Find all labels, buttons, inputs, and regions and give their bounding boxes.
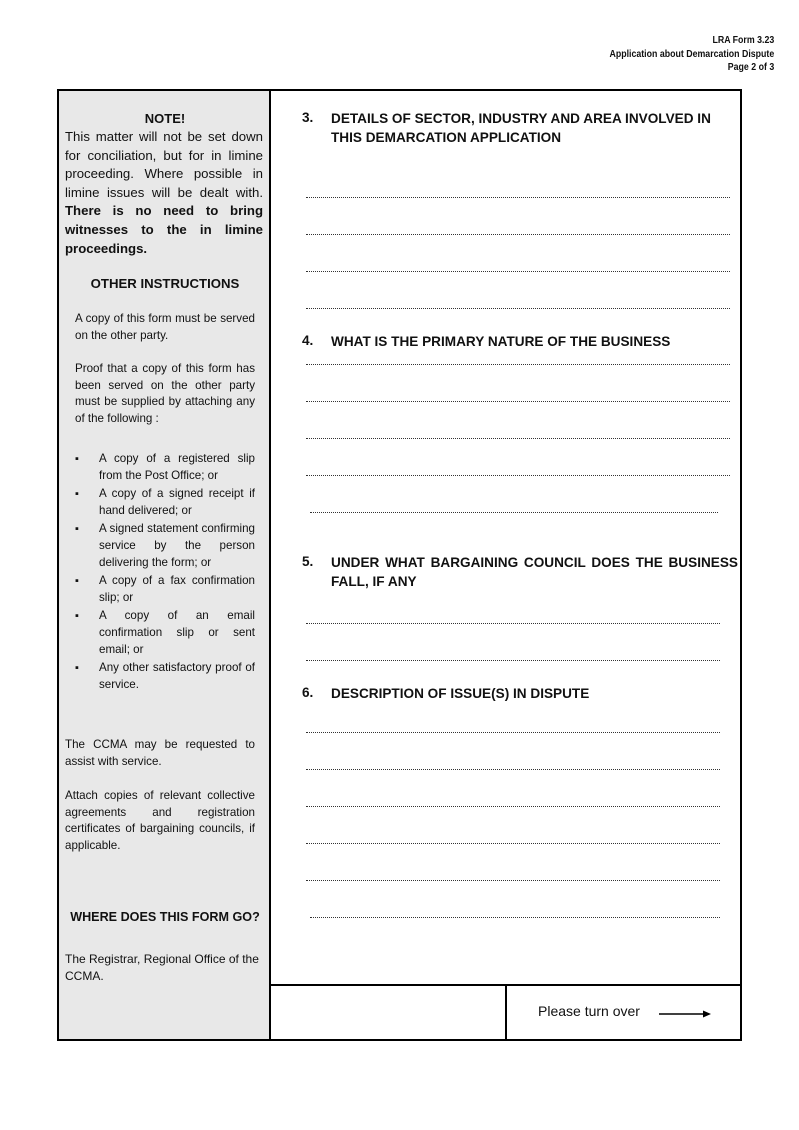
answer-line[interactable]: [306, 731, 720, 733]
instruction-paragraph: A copy of this form must be served on the other party.: [75, 312, 255, 342]
question-text: WHAT IS THE PRIMARY NATURE OF THE BUSINESS: [331, 334, 671, 349]
instruction-paragraph: The CCMA may be requested to assist with service.: [65, 738, 255, 768]
arrow-right-icon: [659, 1008, 711, 1020]
proof-of-service-list: [75, 451, 255, 695]
list-item: ▪ A copy of a signed receipt if hand delivered; or: [75, 486, 255, 519]
list-item: ▪ A copy of a fax confirmation slip; or: [75, 573, 255, 606]
form-number: LRA Form 3.23: [712, 35, 774, 46]
list-item: ▪ A signed statement confirming service by the person delivering the form; or: [75, 521, 255, 571]
list-item: ▪ A copy of an email confirmation slip or sent email; or: [75, 608, 255, 658]
instruction-paragraph: Attach copies of relevant collective agreements and registration certificates of bargaining councils, if applicable.: [65, 789, 255, 852]
instruction-paragraph: Proof that a copy of this form has been served on the other party must be supplied by attaching any of the following :: [75, 362, 255, 425]
note-title: NOTE!: [144, 111, 186, 126]
footer-divider: [505, 986, 507, 1041]
answer-line[interactable]: [306, 196, 730, 198]
instructions-sidebar: [59, 91, 271, 1039]
question-number: 4.: [302, 333, 314, 348]
answer-line[interactable]: [306, 805, 720, 807]
question-text: DESCRIPTION OF ISSUE(S) IN DISPUTE: [331, 686, 590, 701]
form-title: Application about Demarcation Dispute: [609, 48, 774, 60]
answer-line[interactable]: [306, 270, 730, 272]
question-text: DETAILS OF SECTOR, INDUSTRY AND AREA INVOLVED IN THIS DEMARCATION APPLICATION: [331, 111, 711, 145]
answer-line[interactable]: [310, 916, 720, 918]
answer-line[interactable]: [306, 307, 730, 309]
answer-line[interactable]: [306, 842, 720, 844]
question-number: 3.: [302, 110, 314, 125]
form-header: [609, 34, 774, 75]
answer-line[interactable]: [306, 400, 730, 402]
list-item: ▪ A copy of a registered slip from the Post Office; or: [75, 451, 255, 484]
footer-bar: [271, 984, 740, 1039]
answer-line[interactable]: [306, 622, 720, 624]
answer-line[interactable]: [310, 511, 718, 513]
form-frame: [57, 89, 742, 1041]
list-item: ▪ Any other satisfactory proof of service.: [75, 660, 255, 693]
note-body: [65, 128, 263, 258]
answer-line[interactable]: [306, 768, 720, 770]
page-number: Page 2 of 3: [727, 62, 774, 73]
question-number: 5.: [302, 554, 314, 569]
note-text: This matter will not be set down for conciliation, but for in limine proceeding. Where possible in limine issues will be dealt with.: [65, 129, 263, 200]
question-number: 6.: [302, 685, 314, 700]
answer-line[interactable]: [306, 659, 720, 661]
where-does-form-go-title: WHERE DOES THIS FORM GO?: [70, 910, 260, 924]
other-instructions-title: OTHER INSTRUCTIONS: [90, 276, 240, 291]
answer-line[interactable]: [306, 879, 720, 881]
note-bold-text: There is no need to bring witnesses to the in limine proceedings.: [65, 203, 263, 256]
turn-over-text: Please turn over: [538, 1003, 640, 1019]
where-does-form-go-text: The Registrar, Regional Office of the CCMA.: [65, 952, 259, 983]
answer-line[interactable]: [306, 233, 730, 235]
answer-line[interactable]: [306, 474, 730, 476]
answer-line[interactable]: [306, 363, 730, 365]
question-text: UNDER WHAT BARGAINING COUNCIL DOES THE BUSINESS FALL, IF ANY: [331, 555, 738, 589]
answer-line[interactable]: [306, 437, 730, 439]
questions-area: [271, 91, 740, 984]
